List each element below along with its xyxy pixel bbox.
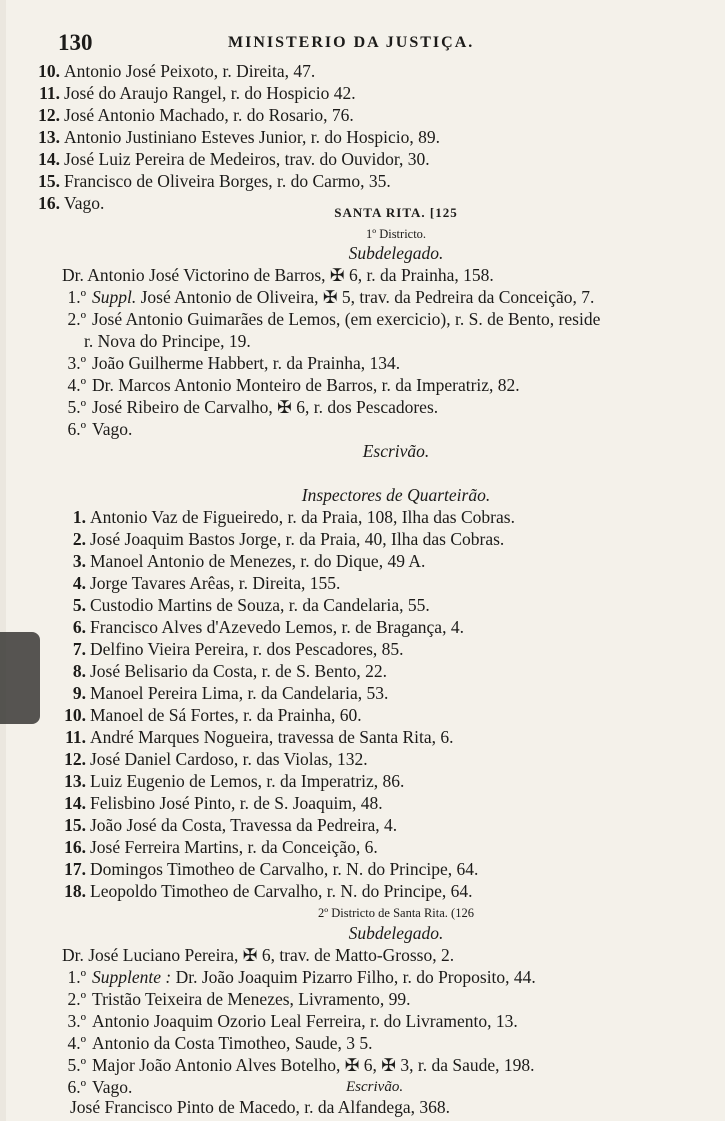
item-text: José do Araujo Rangel, r. do Hospicio 42. [64, 83, 356, 103]
supplente-item: 6.º Vago. [67, 1077, 133, 1097]
list-item [20, 148, 430, 170]
item-text: Dr. Marcos Antonio Monteiro de Barros, r. da Imperatriz, 82. [92, 375, 520, 395]
inspector-item: 11. André Marques Nogueira, travessa de Santa Rita, 6. [65, 727, 454, 747]
supplente-item [62, 374, 520, 396]
inspector-item: 13. Luiz Eugenio de Lemos, r. da Imperatriz, 86. [64, 771, 405, 791]
inspector-item: 7. Delfino Vieira Pereira, r. dos Pescadores, 85. [72, 639, 404, 659]
item-text: José Antonio Machado, r. do Rosario, 76. [64, 105, 354, 125]
item-number: 2.º [67, 309, 86, 329]
supplente-item: 4.º Antonio da Costa Timotheo, Saude, 3 5. [67, 1033, 373, 1053]
item-number: 1.º [67, 287, 86, 307]
inspector-item: 14. Felisbino José Pinto, r. de S. Joaquim, 48. [64, 793, 383, 813]
list-item [20, 170, 391, 192]
list-item [20, 192, 104, 214]
item-text: Antonio Justiniano Esteves Junior, r. do Hospicio, 89. [64, 127, 441, 147]
item-text: João Guilherme Habbert, r. da Prainha, 134. [92, 353, 401, 373]
subdelegado-label: Subdelegado. [348, 243, 444, 263]
supplente-item [62, 396, 438, 418]
subdelegado-entry: Dr. José Luciano Pereira, ✠ 6, trav. de Matto-Grosso, 2. [62, 945, 455, 965]
escrivao-block [0, 1078, 725, 1098]
inspectores-label: Inspectores de Quarteirão. [301, 485, 491, 505]
supplente-item [62, 308, 600, 330]
list-item [20, 82, 356, 104]
supplente-item [62, 418, 132, 440]
item-number: 16. [38, 193, 60, 213]
item-number: 12. [38, 105, 60, 125]
item-text: Francisco de Oliveira Borges, r. do Carmo, 35. [64, 171, 391, 191]
inspector-item: 10. Manoel de Sá Fortes, r. da Prainha, 60. [64, 705, 362, 725]
inspector-item: 8. José Belisario da Costa, r. de S. Bento, 22. [72, 661, 387, 681]
item-text: Vago. [92, 419, 133, 439]
item-text: José Antonio Guimarães de Lemos, (em exercicio), r. S. de Bento, reside [92, 309, 601, 329]
supplente-item: 3.º Antonio Joaquim Ozorio Leal Ferreira, r. do Livramento, 13. [67, 1011, 518, 1031]
district-label: 1º Districto. [365, 227, 427, 241]
inspector-item: 9. Manoel Pereira Lima, r. da Candelaria, 53. [72, 683, 389, 703]
inspector-item: 1. Antonio Vaz de Figueiredo, r. da Praia, 108, Ilha das Cobras. [72, 507, 515, 527]
item-text: Antonio José Peixoto, r. Direita, 47. [64, 61, 316, 81]
ink-blot-decoration [0, 632, 40, 724]
inspector-item: 12. José Daniel Cardoso, r. das Violas, 132. [64, 749, 368, 769]
supplente-continuation: r. Nova do Principe, 19. [84, 331, 251, 351]
subdelegado-label: Subdelegado. [348, 923, 444, 943]
item-number: 5.º [67, 397, 86, 417]
item-number: 13. [38, 127, 60, 147]
list-item [20, 126, 440, 148]
item-number: 14. [38, 149, 60, 169]
subdelegado-entry: Dr. Antonio José Victorino de Barros, ✠ 6, r. da Prainha, 158. [62, 265, 494, 285]
section-title-text: SANTA RITA. [125 [334, 205, 458, 220]
item-number: 11. [39, 83, 60, 103]
item-number: 10. [38, 61, 60, 81]
item-text: José Luiz Pereira de Medeiros, trav. do Ouvidor, 30. [64, 149, 430, 169]
inspector-item: 17. Domingos Timotheo de Carvalho, r. N. do Principe, 64. [64, 859, 479, 879]
page-edge [0, 0, 6, 1121]
supplente-item: 2.º Tristão Teixeira de Menezes, Livramento, 99. [67, 989, 411, 1009]
supplente-item: 1.º Supplente : Dr. João Joaquim Pizarro Filho, r. do Proposito, 44. [67, 967, 536, 987]
supplente-item [62, 286, 594, 308]
page-number: 130 [58, 30, 93, 55]
item-text: José Antonio de Oliveira, ✠ 5, trav. da Pedreira da Conceição, 7. [136, 287, 595, 307]
supplente-item: 5.º Major João Antonio Alves Botelho, ✠ 6, ✠ 3, r. da Saude, 198. [67, 1055, 535, 1075]
item-number: 15. [38, 171, 60, 191]
supplente-label: Suppl. [92, 287, 137, 307]
inspector-item: 6. Francisco Alves d'Azevedo Lemos, r. de Bragança, 4. [72, 617, 464, 637]
inspector-item: 4. Jorge Tavares Arêas, r. Direita, 155. [72, 573, 341, 593]
list-item [20, 60, 315, 82]
item-number: 6.º [67, 419, 86, 439]
inspector-item: 3. Manoel Antonio de Menezes, r. do Dique, 49 A. [72, 551, 426, 571]
section-title [96, 202, 696, 224]
running-title: MINISTERIO DA JUSTIÇA. [228, 34, 475, 51]
inspector-item: 2. José Joaquim Bastos Jorge, r. da Praia, 40, Ilha das Cobras. [72, 529, 505, 549]
item-number: 4.º [67, 375, 86, 395]
inspector-item: 15. João José da Costa, Travessa da Pedreira, 4. [64, 815, 398, 835]
supplente-label: Supplente : [92, 967, 172, 987]
supplente-item [62, 352, 400, 374]
item-text: José Ribeiro de Carvalho, ✠ 6, r. dos Pescadores. [92, 397, 439, 417]
list-item [20, 104, 354, 126]
inspector-item: 18. Leopoldo Timotheo de Carvalho, r. N. do Principe, 64. [64, 881, 473, 901]
section-title: 2º Districto de Santa Rita. (126 [318, 906, 474, 920]
item-number: 3.º [67, 353, 86, 373]
page-header [58, 30, 717, 60]
inspector-item: 16. José Ferreira Martins, r. da Conceição, 6. [64, 837, 378, 857]
escrivao-label: Escrivão. [362, 441, 430, 461]
escrivao-label: Escrivão. [346, 1079, 404, 1095]
escrivao-entry: José Francisco Pinto de Macedo, r. da Alfandega, 368. [70, 1097, 451, 1117]
item-text: Vago. [64, 193, 105, 213]
inspector-item: 5. Custodio Martins de Souza, r. da Candelaria, 55. [72, 595, 430, 615]
